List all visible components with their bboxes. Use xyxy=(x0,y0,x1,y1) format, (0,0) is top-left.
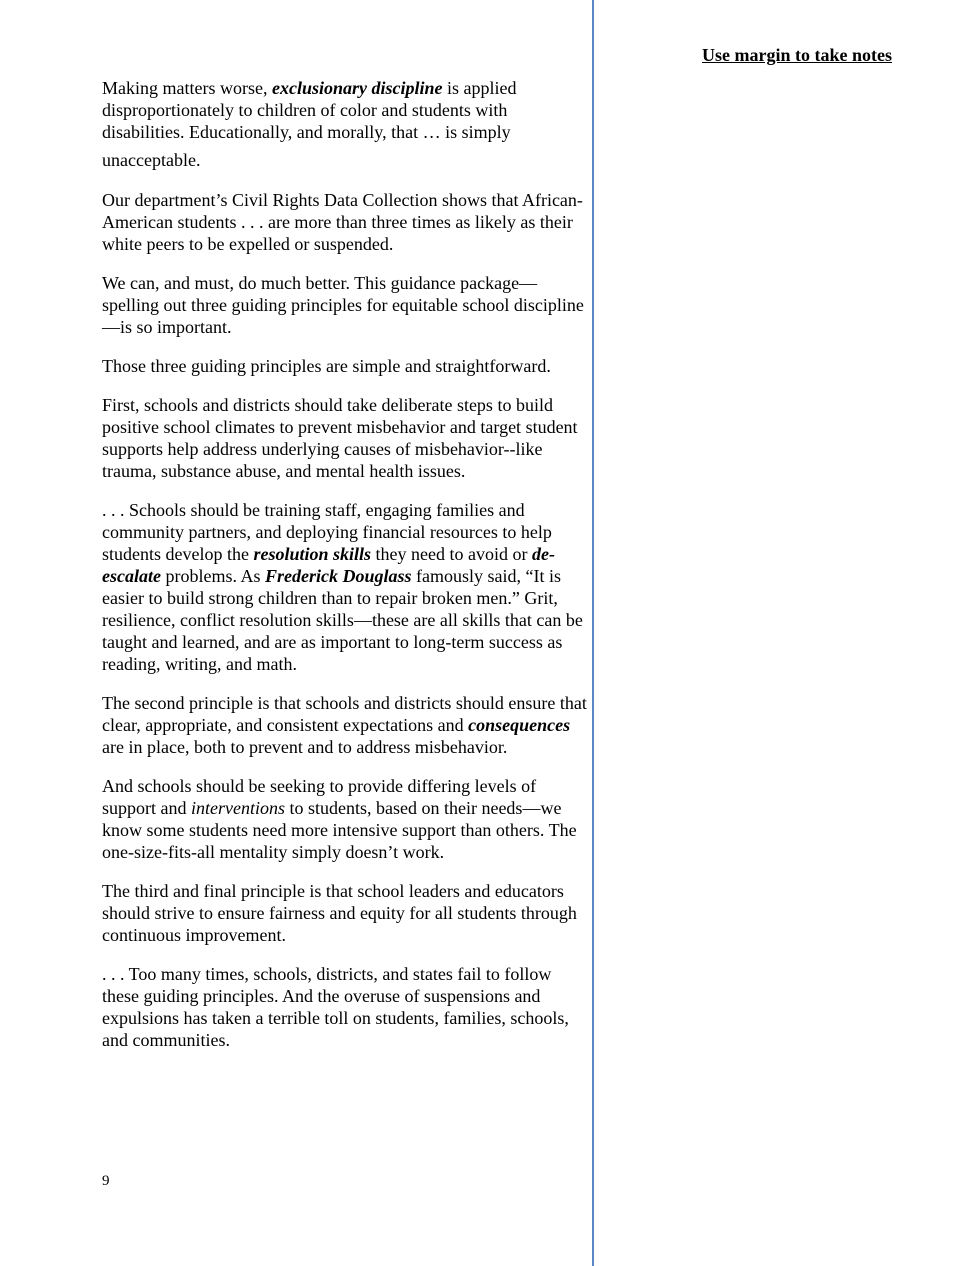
term-interventions: interventions xyxy=(191,798,285,818)
paragraph-6-text-e: problems. As xyxy=(160,566,265,586)
paragraph-3: We can, and must, do much better. This guidance package—spelling out three guiding principles for equitable school discipline—is so important. xyxy=(102,273,584,337)
paragraph-4: Those three guiding principles are simple and straightforward. xyxy=(102,356,551,376)
paragraph-8-text-a: And schools should be seeking to provide differing levels of support and xyxy=(102,776,537,818)
paragraph-8 xyxy=(102,775,588,863)
term-consequences: consequences xyxy=(468,715,571,735)
paragraph-2: Our department’s Civil Rights Data Collection shows that African-American students . . . are more than three times as likely as their white peers to be expelled or suspended. xyxy=(102,190,583,254)
paragraph-9: The third and final principle is that school leaders and educators should strive to ensure fairness and equity for all students through continuous improvement. xyxy=(102,881,577,945)
paragraph-1-text-c: is applied disproportionately to children of color and students with disabilities. Educationally, and morally, that … is simply xyxy=(102,78,517,142)
paragraph-6 xyxy=(102,499,588,675)
margin-divider-line xyxy=(592,0,594,1266)
margin-notes-heading: Use margin to take notes xyxy=(702,45,892,65)
paragraph-6-text-g: famously said, “It is easier to build strong children than to repair broken men.” Grit, resilience, conflict resolution skills—these are all skills that can be taught and learned, and are as important to long-term success as reading, writing, and math. xyxy=(102,566,583,674)
paragraph-7-text-c: are in place, both to prevent and to address misbehavior. xyxy=(102,737,508,757)
term-frederick-douglass: Frederick Douglass xyxy=(265,566,412,586)
paragraph-7 xyxy=(102,692,588,758)
paragraph-7-text-a: The second principle is that schools and districts should ensure that clear, appropriate, and consistent expectations and xyxy=(102,693,587,735)
page-number: 9 xyxy=(102,1173,110,1189)
paragraph-6-text-a: . . . Schools should be training staff, engaging families and community partners, and deploying financial resources to help students develop the xyxy=(102,500,552,564)
paragraph-1-text-a: Making matters worse, xyxy=(102,78,272,98)
paragraph-8-text-c: to students, based on their needs—we know some students need more intensive support than others. The one-size-fits-all mentality simply doesn’t work. xyxy=(102,798,577,862)
paragraph-1-text-d: unacceptable. xyxy=(102,150,201,170)
paragraph-5: First, schools and districts should take deliberate steps to build positive school climates to prevent misbehavior and target student supports help address underlying causes of misbehavior--like trauma, substance abuse, and mental health issues. xyxy=(102,395,578,481)
term-exclusionary-discipline: exclusionary discipline xyxy=(271,78,443,98)
paragraph-1 xyxy=(102,77,588,171)
term-de-escalate: de-escalate xyxy=(102,544,555,586)
document-body xyxy=(102,77,588,1068)
paragraph-6-text-c: they need to avoid or xyxy=(371,544,532,564)
paragraph-10: . . . Too many times, schools, districts, and states fail to follow these guiding principles. And the overuse of suspensions and expulsions has taken a terrible toll on students, families, schools, and communities. xyxy=(102,964,569,1050)
term-resolution-skills: resolution skills xyxy=(253,544,372,564)
